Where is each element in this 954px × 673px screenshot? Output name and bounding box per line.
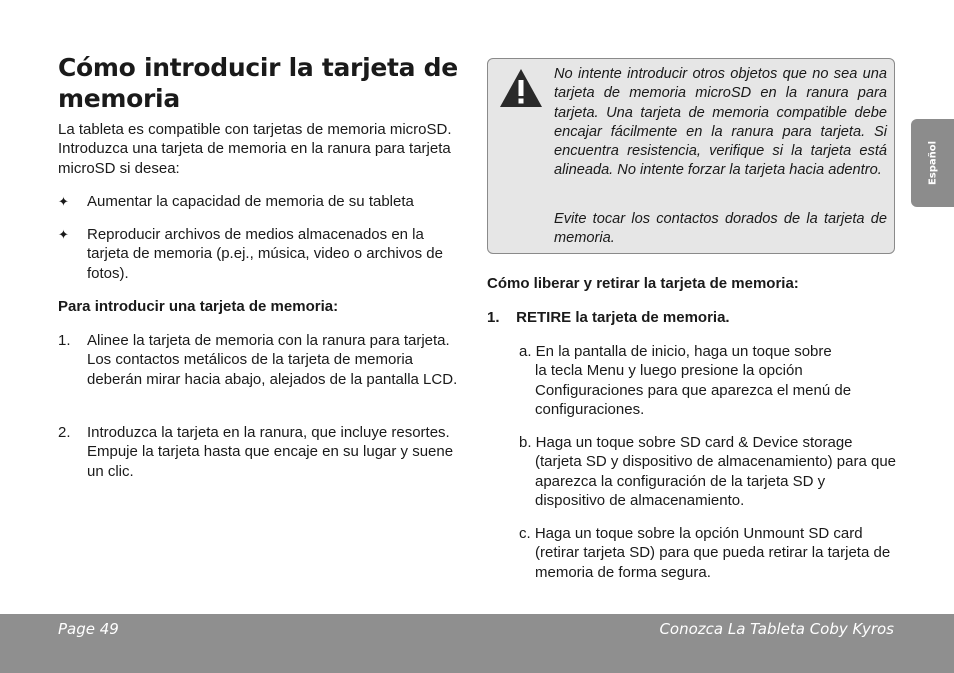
warning-text: Evite tocar los contactos dorados de la tarjeta de memoria. (554, 211, 887, 247)
substep-text: c. Haga un toque sobre la opción Unmount SD card (519, 525, 863, 542)
list-item (58, 423, 468, 483)
bullet-star-icon: ✦ (58, 227, 69, 242)
list-item (58, 331, 468, 411)
warning-callout (487, 58, 895, 254)
bullet-text: Reproducir archivos de medios almacenados en la tarjeta de memoria (p.ej., música, video o archivos de fotos). (87, 226, 443, 282)
list-item (58, 225, 468, 285)
step-heading: 1. RETIRE la tarjeta de memoria. (487, 309, 730, 326)
step-number: 2. (58, 424, 71, 441)
step-number: 1. (58, 332, 71, 349)
substep-a (519, 342, 897, 419)
page-title: Cómo introducir la tarjeta de memoria (58, 53, 458, 113)
language-tab-label: Español (927, 140, 938, 186)
bullet-star-icon: ✦ (58, 194, 69, 209)
page-number: Page 49 (58, 620, 119, 638)
language-tab (911, 119, 954, 207)
section-subheading: Cómo liberar y retirar la tarjeta de memoria: (487, 275, 799, 292)
intro-paragraph: La tableta es compatible con tarjetas de memoria microSD. Introduzca una tarjeta de memoria en la ranura para tarjeta microSD si desea: (58, 121, 452, 177)
step-text: Introduzca la tarjeta en la ranura, que incluye resortes. Empuje la tarjeta hasta que encaje en su lugar y suene un clic. (87, 424, 454, 480)
step-text: Alinee la tarjeta de memoria con la ranura para tarjeta. Los contactos metálicos de la tarjeta de memoria deberán mirar hacia abajo, alejados de la pantalla LCD. (87, 332, 458, 388)
substep-text: a. En la pantalla de inicio, haga un toque sobre (519, 343, 832, 360)
warning-text: No intente introducir otros objetos que no sea una tarjeta de memoria microSD en la ranura para tarjeta. Una tarjeta de memoria compatible debe encajar fácilmente en la ranura para tarjeta. Si encuentra resistencia, verifique si la tarjeta está alineada. No intente forzar la tarjeta hacia adentro. (554, 66, 887, 179)
list-item (58, 192, 468, 212)
warning-exclamation-icon (498, 67, 544, 109)
bullet-text: Aumentar la capacidad de memoria de su tableta (87, 193, 414, 210)
substep-text: (retirar tarjeta SD) para que pueda retirar la tarjeta de memoria de forma segura. (535, 544, 891, 581)
substep-text: (tarjeta SD y dispositivo de almacenamiento) para que aparezca la configuración de la tarjeta SD y dispositivo de almacenamiento. (535, 453, 897, 509)
page-footer (0, 614, 954, 673)
substep-c (519, 524, 897, 582)
substep-text: b. Haga un toque sobre SD card & Device storage (519, 434, 853, 451)
substep-text: la tecla Menu y luego presione la opción Configuraciones para que aparezca el menú de configuraciones. (535, 362, 852, 418)
footer-title: Conozca La Tableta Coby Kyros (659, 620, 894, 638)
substep-b (519, 433, 897, 510)
section-subheading: Para introducir una tarjeta de memoria: (58, 298, 339, 315)
